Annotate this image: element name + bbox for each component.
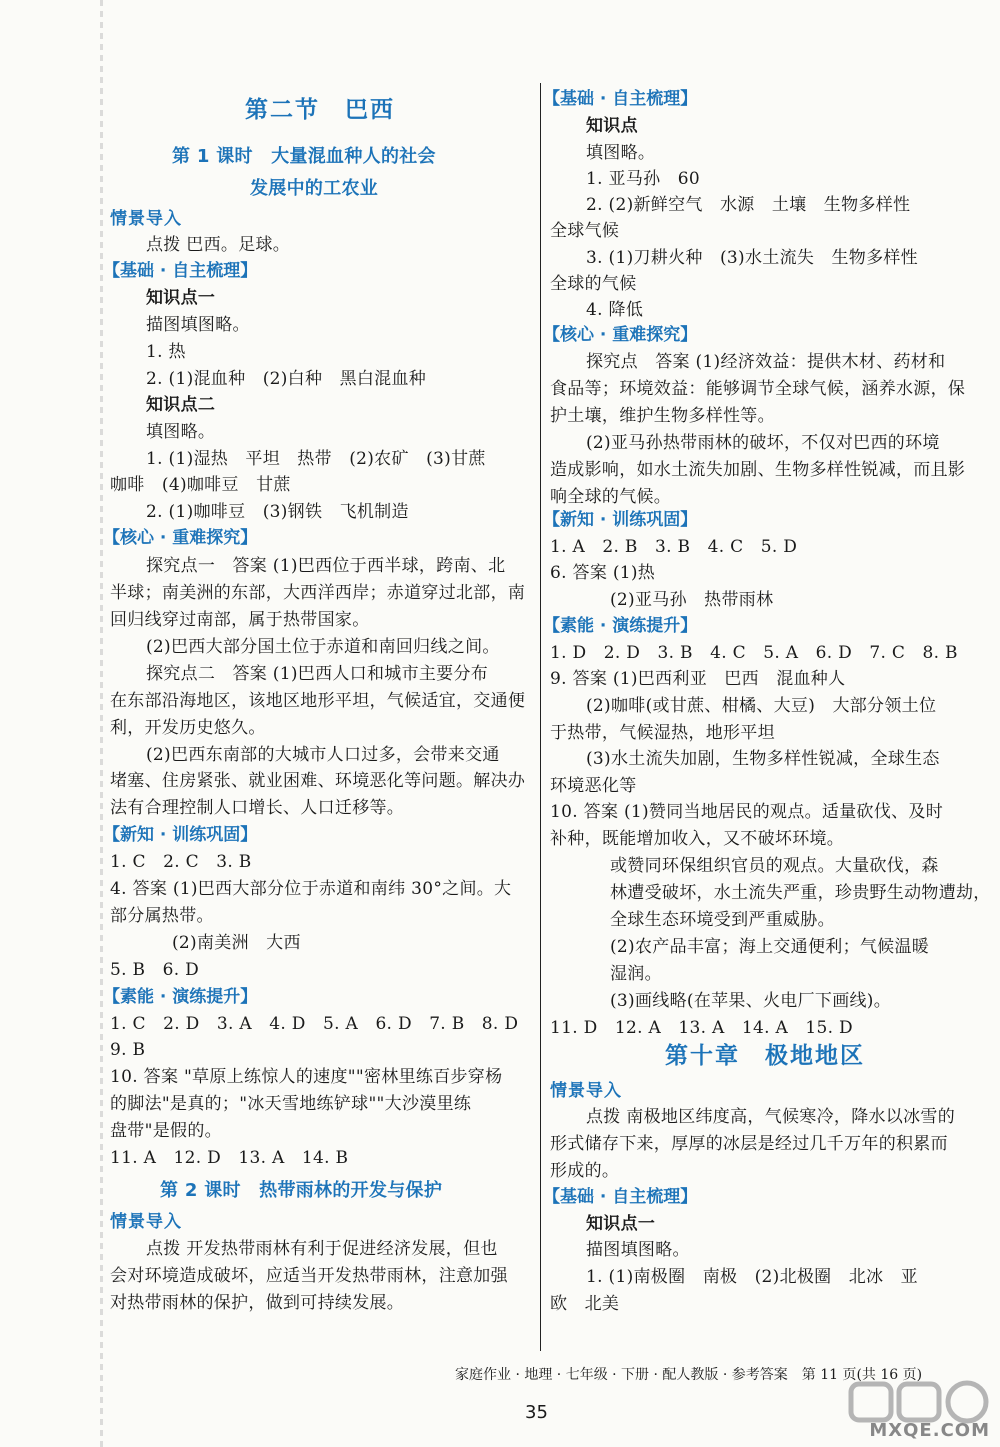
text-line: 或赞同环保组织官员的观点。大量砍伐，森	[610, 856, 939, 876]
page-footer: 家庭作业 · 地理 · 七年级 · 下册 · 配人教版 · 参考答案 第 11 页(共 16 页)	[455, 1367, 923, 1383]
intro2-header: 情景导入	[110, 1212, 182, 1232]
text-line: 探究点一 答案 (1)巴西位于西半球，跨南、北	[146, 556, 506, 576]
text-line: (2)巴西东南部的大城市人口过多，会带来交通	[146, 745, 500, 765]
text-line: 全球的气候	[550, 274, 637, 294]
basic-header: 【基础 · 自主梳理】	[543, 89, 698, 109]
text-line: 环境恶化等	[550, 776, 637, 796]
text-line: 2. (1)混血种 (2)白种 黑白混血种	[146, 369, 427, 389]
core-header: 【核心 · 重难探究】	[543, 325, 698, 345]
text-line: 1. D 2. D 3. B 4. C 5. A 6. D 7. C 8. B	[550, 643, 958, 663]
text-line: 对热带雨林的保护，做到可持续发展。	[110, 1293, 405, 1313]
scan-edge	[100, 0, 103, 1447]
lesson1-title-line1: 第 1 课时 大量混血种人的社会	[172, 146, 436, 167]
text-line: (3)水土流失加剧，生物多样性锐减，全球生态	[586, 749, 940, 769]
text-line: 响全球的气候。	[550, 487, 672, 507]
section-title: 第二节 巴西	[245, 97, 395, 123]
text-line: 部分属热带。	[110, 906, 214, 926]
kp1-label: 知识点一	[586, 1214, 656, 1234]
text-line: 2. (2)新鲜空气 水源 土壤 生物多样性	[586, 195, 911, 215]
intro-header: 情景导入	[110, 209, 182, 229]
text-line: 形成的。	[550, 1161, 620, 1181]
text-line: 半球；南美洲的东部，大西洋西岸；赤道穿过北部，南	[110, 583, 526, 603]
intro-text: 点拨 巴西。足球。	[146, 235, 291, 255]
text-line: (3)画线略(在苹果、火电厂下画线)。	[610, 991, 892, 1011]
text-line: 1. 亚马孙 60	[586, 169, 700, 189]
new-header: 【新知 · 训练巩固】	[543, 510, 698, 530]
text-line: 护土壤，维护生物多样性等。	[550, 406, 775, 426]
text-line: 1. C 2. C 3. B	[110, 852, 252, 872]
text-line: 在东部沿海地区，该地区地形平坦，气候适宜，交通便	[110, 691, 526, 711]
text-line: 会对环境造成破坏，应适当开发热带雨林，注意加强	[110, 1266, 508, 1286]
text-line: 点拨 开发热带雨林有利于促进经济发展，但也	[146, 1239, 498, 1259]
lesson1-title-line2: 发展中的工农业	[250, 178, 379, 199]
text-line: (2)南美洲 大西	[172, 933, 301, 953]
text-line: 点拨 南极地区纬度高，气候寒冷，降水以冰雪的	[586, 1107, 956, 1127]
text-line: 的脚法"是真的；"冰天雪地练铲球""大沙漠里练	[110, 1094, 472, 1114]
text-line: (2)农产品丰富；海上交通便利；气候温暖	[610, 937, 930, 957]
lesson2-title: 第 2 课时 热带雨林的开发与保护	[160, 1180, 443, 1201]
text-line: 造成影响，如水土流失加剧、生物多样性锐减，而且影	[550, 460, 966, 480]
text-line: 形式储存下来，厚厚的冰层是经过几千万年的积累而	[550, 1134, 948, 1154]
text-line: 5. B 6. D	[110, 960, 200, 980]
text-line: 堵塞、住房紧张、就业困难、环境恶化等问题。解决办	[110, 771, 526, 791]
text-line: 咖啡 (4)咖啡豆 甘蔗	[110, 475, 291, 495]
page-number: 35	[525, 1402, 548, 1423]
kp-label: 知识点	[586, 116, 638, 136]
text-line: 4. 答案 (1)巴西大部分位于赤道和南纬 30°之间。大	[110, 879, 512, 899]
column-divider	[540, 83, 541, 1351]
text-line: 11. D 12. A 13. A 14. A 15. D	[550, 1018, 853, 1038]
text-line: (2)巴西大部分国土位于赤道和南回归线之间。	[146, 637, 500, 657]
text-line: 描图填图略。	[586, 1240, 690, 1260]
text-line: 填图略。	[146, 422, 216, 442]
text-line: 1. C 2. D 3. A 4. D 5. A 6. D 7. B 8. D	[110, 1014, 519, 1034]
text-line: 法有合理控制人口增长、人口迁移等。	[110, 798, 405, 818]
text-line: 填图略。	[586, 143, 656, 163]
text-line: 林遭受破坏，水土流失严重，珍贵野生动物遭劫，	[610, 883, 991, 903]
text-line: (2)亚马孙热带雨林的破坏，不仅对巴西的环境	[586, 433, 940, 453]
text-line: 9. 答案 (1)巴西利亚 巴西 混血种人	[550, 669, 846, 689]
text-line: 3. (1)刀耕火种 (3)水土流失 生物多样性	[586, 248, 918, 268]
skill-header: 【素能 · 演练提升】	[543, 616, 698, 636]
kp2-label: 知识点二	[146, 395, 216, 415]
new-header: 【新知 · 训练巩固】	[103, 825, 258, 845]
text-line: 2. (1)咖啡豆 (3)钢铁 飞机制造	[146, 502, 409, 522]
text-line: (2)亚马孙 热带雨林	[610, 590, 774, 610]
kp1-label: 知识点一	[146, 288, 216, 308]
text-line: 1. 热	[146, 342, 186, 362]
chapter-title: 第十章 极地地区	[665, 1043, 865, 1069]
text-line: 4. 降低	[586, 300, 644, 320]
text-line: 盘带"是假的。	[110, 1121, 222, 1141]
text-line: 回归线穿过南部，属于热带国家。	[110, 610, 370, 630]
text-line: 1. A 2. B 3. B 4. C 5. D	[550, 537, 798, 557]
text-line: 1. (1)湿热 平坦 热带 (2)农矿 (3)甘蔗	[146, 449, 486, 469]
text-line: 于热带，气候湿热，地形平坦	[550, 723, 775, 743]
text-line: 11. A 12. D 13. A 14. B	[110, 1148, 349, 1168]
text-line: 10. 答案 (1)赞同当地居民的观点。适量砍伐、及时	[550, 802, 944, 822]
text-line: 全球生态环境受到严重威胁。	[610, 910, 835, 930]
text-line: 描图填图略。	[146, 315, 250, 335]
text-line: 9. B	[110, 1040, 146, 1060]
text-line: 食品等；环境效益：能够调节全球气候，涵养水源，保	[550, 379, 966, 399]
text-line: 1. (1)南极圈 南极 (2)北极圈 北冰 亚	[586, 1267, 918, 1287]
text-line: 欧 北美	[550, 1294, 620, 1314]
watermark-text: MXQE.COM	[869, 1420, 990, 1441]
text-line: 湿润。	[610, 964, 662, 984]
text-line: 6. 答案 (1)热	[550, 563, 656, 583]
skill-header: 【素能 · 演练提升】	[103, 987, 258, 1007]
basic2-header: 【基础 · 自主梳理】	[543, 1187, 698, 1207]
text-line: (2)咖啡(或甘蔗、柑橘、大豆) 大部分领土位	[586, 696, 937, 716]
text-line: 10. 答案 "草原上练惊人的速度""密林里练百步穿杨	[110, 1067, 503, 1087]
text-line: 探究点 答案 (1)经济效益：提供木材、药材和	[586, 352, 946, 372]
text-line: 利，开发历史悠久。	[110, 718, 266, 738]
text-line: 探究点二 答案 (1)巴西人口和城市主要分布	[146, 664, 489, 684]
text-line: 补种，既能增加收入，又不破坏环境。	[550, 829, 845, 849]
basic-header: 【基础 · 自主梳理】	[103, 261, 258, 281]
text-line: 全球气候	[550, 221, 620, 241]
intro-header: 情景导入	[550, 1081, 622, 1101]
core-header: 【核心 · 重难探究】	[103, 528, 258, 548]
